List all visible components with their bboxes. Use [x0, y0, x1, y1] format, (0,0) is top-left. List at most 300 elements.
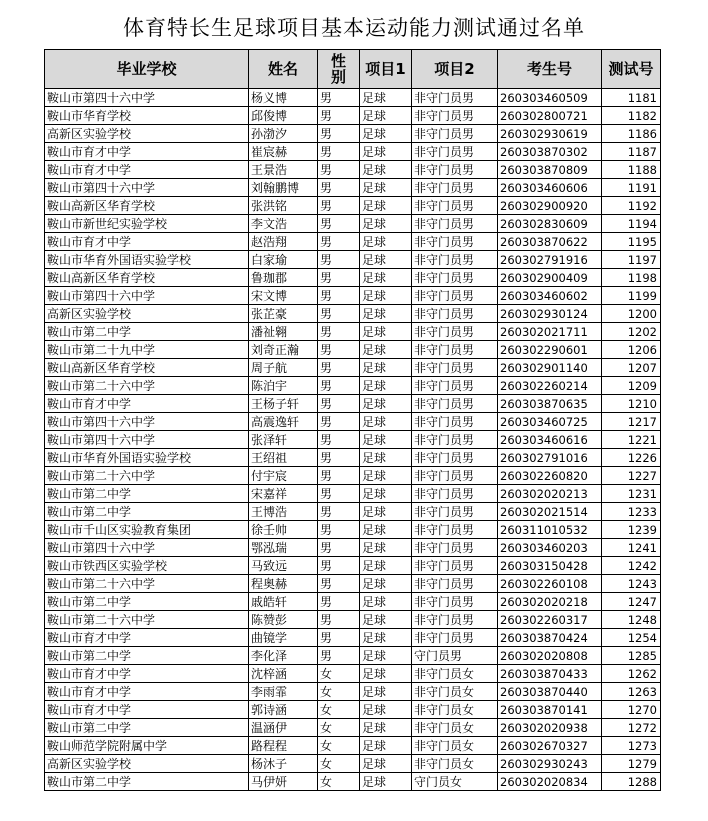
cell-name: 张泽轩: [249, 431, 318, 449]
table-row: [45, 197, 661, 215]
cell-item2: 守门员男: [412, 647, 498, 665]
cell-school: 鞍山市第二中学: [45, 485, 249, 503]
cell-gender: 男: [318, 539, 360, 557]
cell-gender: 男: [318, 485, 360, 503]
cell-gender: 男: [318, 611, 360, 629]
cell-test-id: 1239: [602, 521, 661, 539]
cell-name: 刘翰鹏博: [249, 179, 318, 197]
cell-school: 鞍山市育才中学: [45, 161, 249, 179]
cell-item1: 足球: [360, 629, 412, 647]
cell-name: 郭诗涵: [249, 701, 318, 719]
cell-item2: 非守门员男: [412, 323, 498, 341]
table-row: [45, 215, 661, 233]
cell-test-id: 1227: [602, 467, 661, 485]
table-row: [45, 413, 661, 431]
cell-school: 高新区实验学校: [45, 755, 249, 773]
cell-exam-id: 260303460606: [498, 179, 602, 197]
cell-item1: 足球: [360, 251, 412, 269]
cell-test-id: 1191: [602, 179, 661, 197]
table-header-row: [45, 50, 661, 89]
cell-test-id: 1202: [602, 323, 661, 341]
table-row: [45, 89, 661, 107]
cell-item1: 足球: [360, 467, 412, 485]
cell-gender: 男: [318, 575, 360, 593]
header-item1: 项目1: [360, 50, 412, 89]
cell-school: 高新区实验学校: [45, 305, 249, 323]
cell-name: 路程程: [249, 737, 318, 755]
table-row: [45, 179, 661, 197]
cell-test-id: 1273: [602, 737, 661, 755]
cell-name: 马致远: [249, 557, 318, 575]
cell-item2: 非守门员男: [412, 431, 498, 449]
table-row: [45, 647, 661, 665]
cell-test-id: 1192: [602, 197, 661, 215]
cell-school: 鞍山市第四十六中学: [45, 89, 249, 107]
table-row: [45, 395, 661, 413]
cell-exam-id: 260303870809: [498, 161, 602, 179]
cell-gender: 男: [318, 377, 360, 395]
cell-exam-id: 260311010532: [498, 521, 602, 539]
cell-name: 刘奇正瀚: [249, 341, 318, 359]
cell-school: 鞍山高新区华育学校: [45, 197, 249, 215]
cell-exam-id: 260302791916: [498, 251, 602, 269]
cell-test-id: 1247: [602, 593, 661, 611]
cell-school: 鞍山市第二十六中学: [45, 611, 249, 629]
cell-item2: 非守门员男: [412, 341, 498, 359]
table-row: [45, 629, 661, 647]
cell-item1: 足球: [360, 575, 412, 593]
cell-item1: 足球: [360, 179, 412, 197]
cell-test-id: 1186: [602, 125, 661, 143]
cell-exam-id: 260302021711: [498, 323, 602, 341]
cell-item2: 非守门员女: [412, 701, 498, 719]
cell-test-id: 1198: [602, 269, 661, 287]
cell-school: 鞍山市第二十九中学: [45, 341, 249, 359]
cell-gender: 男: [318, 215, 360, 233]
cell-exam-id: 260302901140: [498, 359, 602, 377]
table-row: [45, 377, 661, 395]
cell-name: 鄂泓瑞: [249, 539, 318, 557]
cell-test-id: 1288: [602, 773, 661, 791]
cell-exam-id: 260303150428: [498, 557, 602, 575]
header-gender-label: 性别: [330, 52, 346, 86]
table-row: [45, 593, 661, 611]
cell-item2: 非守门员男: [412, 395, 498, 413]
cell-school: 鞍山高新区华育学校: [45, 359, 249, 377]
header-exam-id: 考生号: [498, 50, 602, 89]
cell-test-id: 1195: [602, 233, 661, 251]
cell-test-id: 1182: [602, 107, 661, 125]
cell-item2: 非守门员男: [412, 449, 498, 467]
cell-item2: 非守门员男: [412, 611, 498, 629]
cell-gender: 女: [318, 719, 360, 737]
cell-name: 李化泽: [249, 647, 318, 665]
cell-name: 陈泊宇: [249, 377, 318, 395]
cell-item1: 足球: [360, 719, 412, 737]
cell-test-id: 1197: [602, 251, 661, 269]
cell-school: 鞍山市育才中学: [45, 629, 249, 647]
cell-gender: 男: [318, 287, 360, 305]
cell-name: 戚皓轩: [249, 593, 318, 611]
cell-name: 邱俊博: [249, 107, 318, 125]
cell-exam-id: 260302020218: [498, 593, 602, 611]
cell-name: 温涵伊: [249, 719, 318, 737]
table-row: [45, 485, 661, 503]
cell-name: 马伊妍: [249, 773, 318, 791]
cell-gender: 女: [318, 665, 360, 683]
table-row: [45, 539, 661, 557]
cell-gender: 男: [318, 557, 360, 575]
cell-school: 鞍山高新区华育学校: [45, 269, 249, 287]
cell-item1: 足球: [360, 503, 412, 521]
cell-test-id: 1217: [602, 413, 661, 431]
cell-item1: 足球: [360, 323, 412, 341]
cell-item1: 足球: [360, 305, 412, 323]
table-row: [45, 143, 661, 161]
header-gender: [318, 50, 360, 89]
cell-gender: 男: [318, 467, 360, 485]
cell-name: 孙渤汐: [249, 125, 318, 143]
cell-exam-id: 260302900920: [498, 197, 602, 215]
cell-school: 鞍山市第二中学: [45, 503, 249, 521]
cell-test-id: 1241: [602, 539, 661, 557]
cell-school: 鞍山市第二十六中学: [45, 377, 249, 395]
cell-test-id: 1206: [602, 341, 661, 359]
cell-name: 王杨子轩: [249, 395, 318, 413]
header-item2: 项目2: [412, 50, 498, 89]
cell-item1: 足球: [360, 215, 412, 233]
cell-name: 张洪铭: [249, 197, 318, 215]
cell-item1: 足球: [360, 197, 412, 215]
cell-exam-id: 260302020213: [498, 485, 602, 503]
cell-item1: 足球: [360, 683, 412, 701]
cell-name: 高震逸轩: [249, 413, 318, 431]
cell-item2: 非守门员男: [412, 179, 498, 197]
cell-item1: 足球: [360, 287, 412, 305]
cell-test-id: 1285: [602, 647, 661, 665]
cell-exam-id: 260302930243: [498, 755, 602, 773]
cell-name: 白家瑜: [249, 251, 318, 269]
cell-item1: 足球: [360, 611, 412, 629]
cell-gender: 男: [318, 179, 360, 197]
cell-gender: 男: [318, 125, 360, 143]
cell-school: 鞍山市第四十六中学: [45, 413, 249, 431]
table-row: [45, 611, 661, 629]
cell-gender: 男: [318, 269, 360, 287]
cell-name: 王景浩: [249, 161, 318, 179]
cell-item2: 非守门员男: [412, 503, 498, 521]
table-row: [45, 233, 661, 251]
cell-school: 鞍山市千山区实验教育集团: [45, 521, 249, 539]
cell-item2: 非守门员男: [412, 539, 498, 557]
table-row: [45, 737, 661, 755]
cell-school: 鞍山师范学院附属中学: [45, 737, 249, 755]
cell-school: 鞍山市第二十六中学: [45, 467, 249, 485]
cell-gender: 男: [318, 521, 360, 539]
cell-item1: 足球: [360, 377, 412, 395]
cell-exam-id: 260303460509: [498, 89, 602, 107]
cell-item2: 非守门员男: [412, 467, 498, 485]
cell-name: 宋嘉祥: [249, 485, 318, 503]
cell-name: 杨义博: [249, 89, 318, 107]
cell-gender: 女: [318, 737, 360, 755]
cell-item2: 非守门员男: [412, 269, 498, 287]
cell-school: 鞍山市新世纪实验学校: [45, 215, 249, 233]
table-row: [45, 755, 661, 773]
cell-test-id: 1187: [602, 143, 661, 161]
table-row: [45, 575, 661, 593]
table-row: [45, 557, 661, 575]
cell-school: 鞍山市育才中学: [45, 701, 249, 719]
cell-exam-id: 260302670327: [498, 737, 602, 755]
cell-exam-id: 260303460203: [498, 539, 602, 557]
cell-school: 鞍山市第二中学: [45, 593, 249, 611]
cell-item2: 非守门员男: [412, 215, 498, 233]
cell-test-id: 1231: [602, 485, 661, 503]
table-row: [45, 269, 661, 287]
cell-test-id: 1210: [602, 395, 661, 413]
table-row: [45, 125, 661, 143]
cell-item1: 足球: [360, 143, 412, 161]
table-row: [45, 305, 661, 323]
cell-gender: 男: [318, 629, 360, 647]
cell-school: 鞍山市第二中学: [45, 647, 249, 665]
cell-exam-id: 260303870433: [498, 665, 602, 683]
cell-school: 鞍山市育才中学: [45, 395, 249, 413]
cell-gender: 男: [318, 449, 360, 467]
cell-item1: 足球: [360, 773, 412, 791]
cell-test-id: 1248: [602, 611, 661, 629]
table-row: [45, 701, 661, 719]
cell-exam-id: 260302260317: [498, 611, 602, 629]
cell-exam-id: 260302021514: [498, 503, 602, 521]
table-row: [45, 359, 661, 377]
cell-item2: 非守门员男: [412, 413, 498, 431]
cell-gender: 男: [318, 503, 360, 521]
cell-item2: 非守门员男: [412, 557, 498, 575]
table-row: [45, 161, 661, 179]
cell-gender: 男: [318, 251, 360, 269]
cell-name: 周子航: [249, 359, 318, 377]
cell-school: 鞍山市华育外国语实验学校: [45, 251, 249, 269]
cell-school: 鞍山市第四十六中学: [45, 539, 249, 557]
cell-item1: 足球: [360, 107, 412, 125]
cell-test-id: 1254: [602, 629, 661, 647]
cell-item2: 非守门员男: [412, 107, 498, 125]
cell-exam-id: 260303870141: [498, 701, 602, 719]
table-row: [45, 251, 661, 269]
table-row: [45, 665, 661, 683]
cell-item2: 非守门员女: [412, 719, 498, 737]
cell-item1: 足球: [360, 161, 412, 179]
cell-gender: 男: [318, 395, 360, 413]
cell-test-id: 1272: [602, 719, 661, 737]
header-name: 姓名: [249, 50, 318, 89]
table-row: [45, 287, 661, 305]
cell-name: 王绍祖: [249, 449, 318, 467]
cell-name: 李文浩: [249, 215, 318, 233]
cell-gender: 男: [318, 89, 360, 107]
cell-exam-id: 260302260214: [498, 377, 602, 395]
cell-gender: 男: [318, 359, 360, 377]
header-school: 毕业学校: [45, 50, 249, 89]
cell-exam-id: 260302830609: [498, 215, 602, 233]
cell-school: 鞍山市第四十六中学: [45, 179, 249, 197]
cell-item2: 非守门员女: [412, 737, 498, 755]
cell-item2: 非守门员女: [412, 665, 498, 683]
cell-school: 鞍山市第二十六中学: [45, 575, 249, 593]
results-table: [44, 49, 661, 791]
cell-exam-id: 260302800721: [498, 107, 602, 125]
cell-name: 李雨霏: [249, 683, 318, 701]
cell-gender: 女: [318, 755, 360, 773]
cell-exam-id: 260303460602: [498, 287, 602, 305]
cell-item2: 非守门员男: [412, 89, 498, 107]
cell-name: 宋文博: [249, 287, 318, 305]
cell-item1: 足球: [360, 233, 412, 251]
cell-name: 徐壬帅: [249, 521, 318, 539]
cell-name: 王博浩: [249, 503, 318, 521]
cell-exam-id: 260302260820: [498, 467, 602, 485]
cell-item1: 足球: [360, 341, 412, 359]
cell-gender: 女: [318, 773, 360, 791]
cell-exam-id: 260303460616: [498, 431, 602, 449]
cell-exam-id: 260303870440: [498, 683, 602, 701]
cell-gender: 男: [318, 413, 360, 431]
cell-exam-id: 260302260108: [498, 575, 602, 593]
cell-item1: 足球: [360, 269, 412, 287]
table-row: [45, 341, 661, 359]
table-row: [45, 521, 661, 539]
cell-item2: 非守门员男: [412, 521, 498, 539]
cell-name: 鲁珈郡: [249, 269, 318, 287]
cell-gender: 男: [318, 647, 360, 665]
cell-test-id: 1226: [602, 449, 661, 467]
cell-item1: 足球: [360, 431, 412, 449]
cell-item2: 非守门员男: [412, 161, 498, 179]
cell-item1: 足球: [360, 701, 412, 719]
cell-test-id: 1194: [602, 215, 661, 233]
cell-item2: 非守门员男: [412, 593, 498, 611]
cell-school: 鞍山市育才中学: [45, 233, 249, 251]
cell-name: 曲镜学: [249, 629, 318, 647]
table-row: [45, 467, 661, 485]
cell-school: 鞍山市华育学校: [45, 107, 249, 125]
cell-school: 鞍山市第二中学: [45, 773, 249, 791]
table-row: [45, 431, 661, 449]
table-row: [45, 719, 661, 737]
cell-school: 鞍山市育才中学: [45, 683, 249, 701]
cell-gender: 男: [318, 323, 360, 341]
cell-gender: 男: [318, 233, 360, 251]
cell-school: 鞍山市育才中学: [45, 143, 249, 161]
cell-test-id: 1262: [602, 665, 661, 683]
cell-item1: 足球: [360, 539, 412, 557]
cell-name: 潘祉翱: [249, 323, 318, 341]
cell-item2: 非守门员男: [412, 251, 498, 269]
cell-test-id: 1188: [602, 161, 661, 179]
cell-item1: 足球: [360, 665, 412, 683]
cell-item2: 非守门员女: [412, 683, 498, 701]
cell-gender: 男: [318, 107, 360, 125]
table-row: [45, 683, 661, 701]
cell-school: 鞍山市华育外国语实验学校: [45, 449, 249, 467]
cell-exam-id: 260302020808: [498, 647, 602, 665]
table-row: [45, 773, 661, 791]
cell-exam-id: 260302900409: [498, 269, 602, 287]
cell-exam-id: 260303870424: [498, 629, 602, 647]
cell-gender: 男: [318, 143, 360, 161]
table-row: [45, 449, 661, 467]
cell-item2: 非守门员男: [412, 359, 498, 377]
table-row: [45, 323, 661, 341]
cell-item1: 足球: [360, 485, 412, 503]
cell-school: 鞍山市第四十六中学: [45, 287, 249, 305]
cell-exam-id: 260303870635: [498, 395, 602, 413]
cell-test-id: 1221: [602, 431, 661, 449]
cell-gender: 男: [318, 341, 360, 359]
cell-name: 程奥赫: [249, 575, 318, 593]
table-row: [45, 107, 661, 125]
cell-test-id: 1242: [602, 557, 661, 575]
cell-gender: 男: [318, 305, 360, 323]
cell-item1: 足球: [360, 395, 412, 413]
cell-exam-id: 260302290601: [498, 341, 602, 359]
cell-exam-id: 260302791016: [498, 449, 602, 467]
cell-test-id: 1207: [602, 359, 661, 377]
cell-name: 张芷豪: [249, 305, 318, 323]
cell-item1: 足球: [360, 89, 412, 107]
cell-gender: 女: [318, 683, 360, 701]
cell-item1: 足球: [360, 449, 412, 467]
cell-name: 沈梓涵: [249, 665, 318, 683]
cell-item2: 非守门员男: [412, 233, 498, 251]
cell-test-id: 1233: [602, 503, 661, 521]
cell-test-id: 1263: [602, 683, 661, 701]
cell-item2: 非守门员男: [412, 485, 498, 503]
cell-item2: 非守门员男: [412, 575, 498, 593]
cell-item2: 非守门员男: [412, 629, 498, 647]
cell-item1: 足球: [360, 557, 412, 575]
cell-test-id: 1209: [602, 377, 661, 395]
cell-exam-id: 260302020834: [498, 773, 602, 791]
cell-school: 鞍山市第二中学: [45, 719, 249, 737]
cell-name: 杨沐子: [249, 755, 318, 773]
cell-item2: 非守门员男: [412, 287, 498, 305]
cell-name: 崔宸赫: [249, 143, 318, 161]
table-body: [45, 89, 661, 791]
page-title: 体育特长生足球项目基本运动能力测试通过名单: [123, 16, 585, 40]
cell-test-id: 1243: [602, 575, 661, 593]
cell-school: 鞍山市铁西区实验学校: [45, 557, 249, 575]
cell-exam-id: 260303460725: [498, 413, 602, 431]
cell-exam-id: 260302020938: [498, 719, 602, 737]
cell-item1: 足球: [360, 593, 412, 611]
cell-exam-id: 260303870622: [498, 233, 602, 251]
cell-test-id: 1181: [602, 89, 661, 107]
cell-item1: 足球: [360, 359, 412, 377]
table-row: [45, 503, 661, 521]
cell-item2: 非守门员男: [412, 377, 498, 395]
cell-item1: 足球: [360, 413, 412, 431]
cell-school: 鞍山市第二中学: [45, 323, 249, 341]
cell-item1: 足球: [360, 521, 412, 539]
cell-exam-id: 260302930619: [498, 125, 602, 143]
cell-name: 陈赞彭: [249, 611, 318, 629]
header-test-id: 测试号: [602, 50, 661, 89]
cell-school: 鞍山市育才中学: [45, 665, 249, 683]
cell-item2: 非守门员女: [412, 755, 498, 773]
